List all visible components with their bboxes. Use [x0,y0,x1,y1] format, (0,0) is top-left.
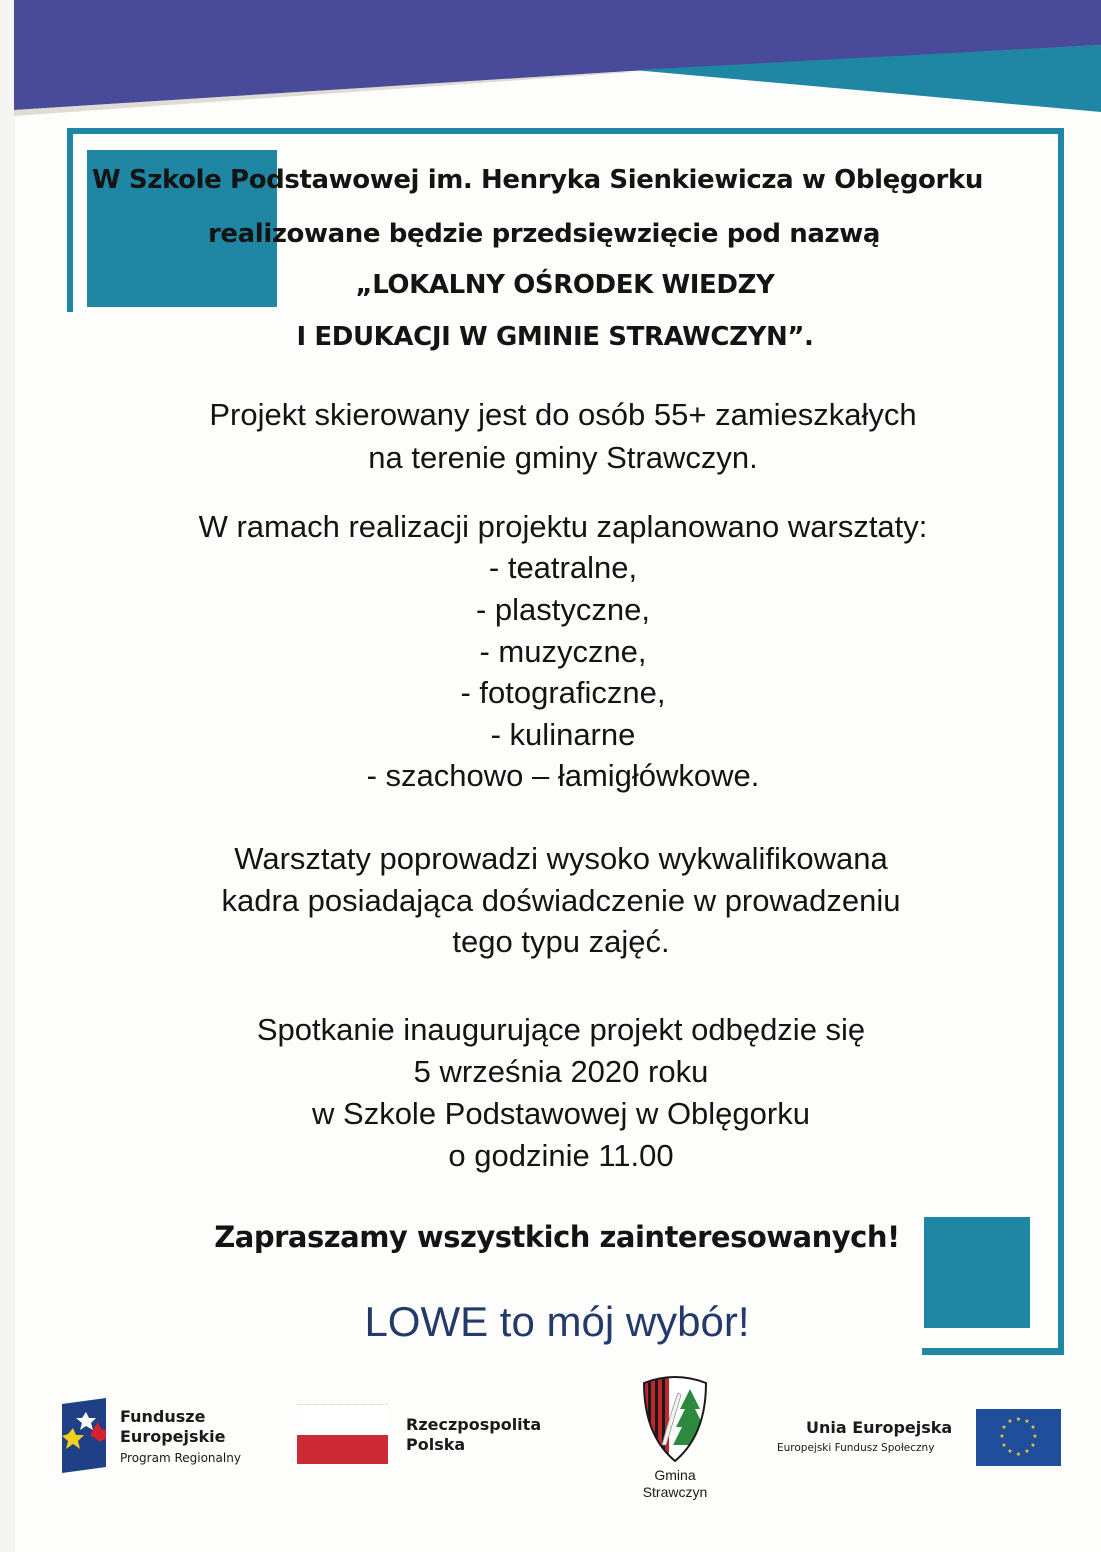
svg-text:★: ★ [1024,1448,1030,1455]
header-banner [14,0,1101,125]
workshop-item: - muzyczne, [479,634,647,669]
workshop-item: - kulinarne [490,717,636,752]
staff-line-2: kadra posiadająca doświadczenie w prowadzeniu [221,883,901,918]
target-line-1: Projekt skierowany jest do osób 55+ zamieszkałych [209,397,917,432]
ue-line-1: Unia Europejska [806,1418,953,1437]
rp-line-1: Rzeczpospolita [406,1415,542,1434]
svg-text:★: ★ [1030,1424,1036,1431]
svg-text:★: ★ [1015,1451,1022,1458]
meeting-time: o godzinie 11.00 [448,1138,674,1173]
slogan: LOWE to mój wybór! [364,1298,750,1345]
intro-line-2: realizowane będzie przedsięwzięcie pod nazwą [208,219,880,249]
svg-text:★: ★ [1001,1442,1007,1449]
svg-text:★: ★ [1015,1416,1022,1423]
workshop-item: - fotograficzne, [460,675,666,710]
svg-text:★: ★ [1001,1424,1007,1431]
svg-text:★: ★ [1007,1448,1013,1455]
polish-flag-white [297,1404,388,1436]
frame-top-border [67,128,1064,134]
rp-line-2: Polska [406,1435,466,1454]
logos-footer [0,1370,1101,1510]
staff-line-1: Warsztaty poprowadzi wysoko wykwalifikowana [234,841,888,876]
coat-of-arms-icon [640,1375,710,1463]
staff-line-3: tego typu zajęć. [452,924,670,959]
frame-bottom-border [922,1348,1064,1355]
fe-line-3: Program Regionalny [120,1451,241,1465]
workshop-item: - teatralne, [488,550,638,585]
workshops-intro: W ramach realizacji projektu zaplanowano warsztaty: [198,509,928,544]
workshop-item: - plastyczne, [475,592,650,627]
polish-flag-red [297,1435,388,1464]
meeting-line-1: Spotkanie inaugurujące projekt odbędzie się [256,1012,866,1047]
intro-line-1: W Szkole Podstawowej im. Henryka Sienkiewicza w Oblęgorku [92,165,983,195]
project-title-line-1: „LOKALNY OŚRODEK WIEDZY [355,270,775,300]
project-title-line-2: I EDUKACJI W GMINIE STRAWCZYN”. [296,322,814,352]
gmina-line-1: Gmina [654,1467,696,1483]
workshop-item: - szachowo – łamigłówkowe. [366,758,760,793]
svg-text:★: ★ [1007,1418,1013,1425]
fundusze-europejskie-logo-icon [62,1398,106,1473]
svg-text:★: ★ [1030,1442,1036,1449]
meeting-date: 5 września 2020 roku [413,1054,709,1089]
fe-line-1: Fundusze [120,1407,206,1426]
svg-text:★: ★ [1024,1418,1030,1425]
eu-flag-icon [976,1409,1061,1466]
invitation: Zapraszamy wszystkich zainteresowanych! [214,1220,900,1254]
ue-line-2: Europejski Fundusz Społeczny [777,1442,935,1454]
target-line-2: na terenie gminy Strawczyn. [368,440,758,475]
meeting-place: w Szkole Podstawowej w Oblęgorku [312,1096,810,1131]
svg-text:★: ★ [999,1433,1005,1440]
fe-line-2: Europejskie [120,1427,226,1446]
svg-text:★: ★ [1032,1433,1038,1440]
gmina-line-2: Strawczyn [642,1484,708,1500]
